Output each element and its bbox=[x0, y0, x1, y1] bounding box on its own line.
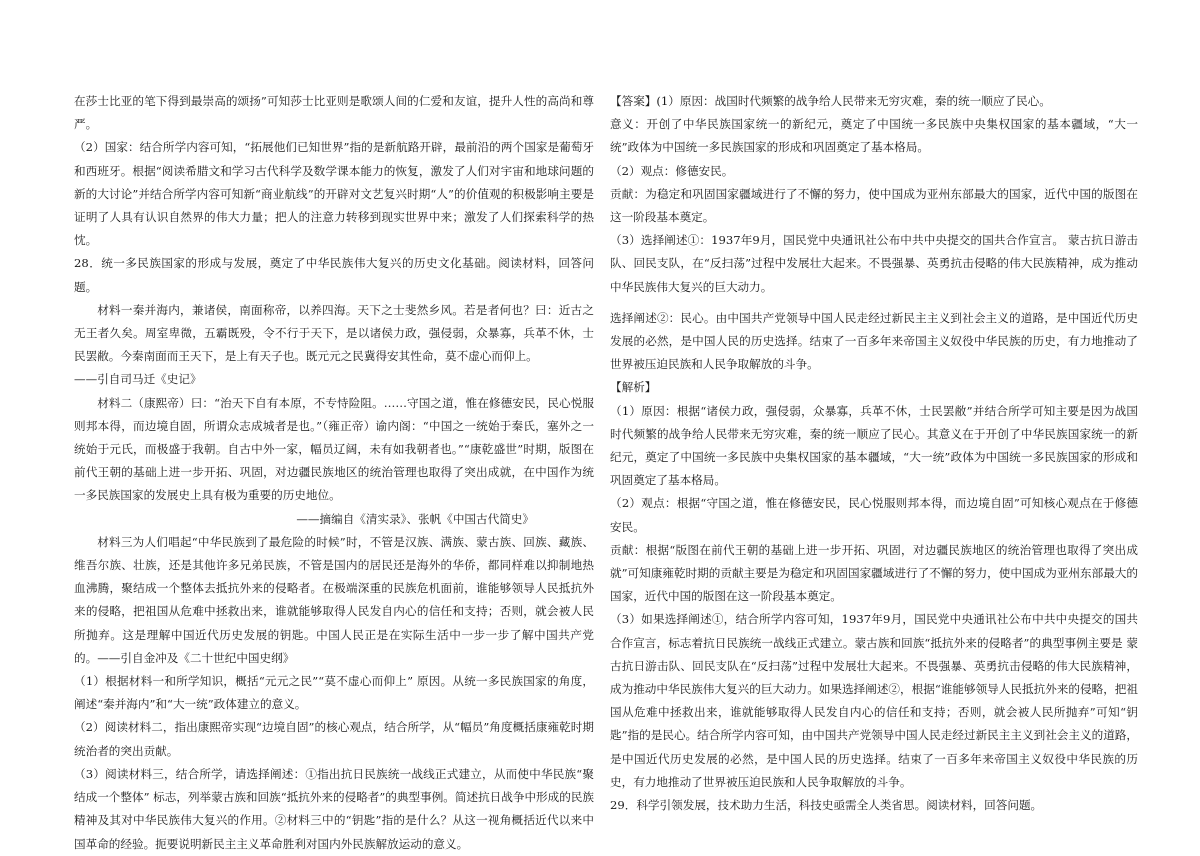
answer-2-contribution: 贡献：为稳定和巩固国家疆域进行了不懈的努力，使中国成为亚州东部最大的国家，近代中国的版图在这一阶段基本奠定。 bbox=[610, 186, 1138, 225]
material-three: 材料三为人们唱起“中华民族到了最危险的时候”时，不管是汉族、满族、蒙古族、回族、藏族、维吾尔族、壮族，还是其他许多兄弟民族，不管是国内的居民还是海外的华侨，都同样难以抑制地热血沸腾，聚结成一个整体去抵抗外来的侵略者。在极端深重的民族危机面前，谁能够领导人民抵抗外来的侵略，把祖国从危难中拯救出来，谁就能够取得人民发自内心的信任和支持；否则，就会被人民所抛弃。这是理解中国近代历史发展的钥匙。中国人民正是在实际生活中一步一步了解中国共产党的。——引自金冲及《二十世纪中国史纲》 bbox=[74, 534, 594, 665]
answer-1-significance: 意义：开创了中华民族国家统一的新纪元，奠定了中国统一多民族中央集权国家的基本疆域，“大一统”政体为中国统一多民族国家的形成和巩固奠定了基本格局。 bbox=[610, 117, 1138, 155]
analysis-1: （1）原因：根据“诸侯力政，强侵弱，众暴寡，兵革不休，士民罢敝”并结合所学可知主要是因为战国时代频繁的战争给人民带来无穷灾难，秦的统一顺应了民心。其意义在于开创了中华民族国家统一的新纪元，奠定了中国统一多民族中央集权国家的基本疆域，“大一统”政体为中国统一多民族国家的形成和巩固奠定了基本格局。 bbox=[610, 403, 1138, 488]
material-one: 材料一秦并海内，兼诸侯，南面称帝，以养四海。天下之士斐然乡风。若是者何也？曰：近古之无王者久矣。周室卑微，五霸既殁，令不行于天下，是以诸侯力政，强侵弱，众暴寡，兵革不休，士民罢敝。今秦南面而王天下，是上有天子也。既元元之民冀得安其性命，莫不虚心而仰上。 bbox=[74, 302, 594, 364]
material-two-source: ——摘编自《清实录》、张帆《中国古代简史》 bbox=[296, 511, 534, 526]
analysis-heading: 【解析】 bbox=[610, 380, 657, 395]
analysis-3: （3）如果选择阐述①，结合所学内容可知，1937年9月，国民党中央通讯社公布中共中央提交的国共合作宣言，标志着抗日民族统一战线正式建立。蒙古族和回族“抵抗外来的侵略者”的典型事例主要是 蒙古抗日游击队、回民支队在“反扫荡”过程中发展壮大起来。不畏强暴、英勇抗击侵略的伟大民族精神，成为推动中华民族伟大复兴的巨大动力。如果选择阐述②，根据“谁能够领导人民抵抗外来的侵略，把祖国从危难中拯救出来，谁就能够取得人民发自内心的信任和支持；否则，就会被人民所抛弃”可知“钥匙”指的是民心。结合所学内容可知，由中国共产党领导中国人民走经过新民主主义到社会主义的道路，是中国近代历史发展的必然，是中国人民的历史选择。结束了一百多年来帝国主义奴役中华民族的历史，有力地推动了世界被压迫民族和人民争取解放的斗争。 bbox=[610, 612, 1138, 789]
question-28-stem: 28．统一多民族国家的形成与发展，奠定了中华民族伟大复兴的历史文化基础。阅读材料，回答问题。 bbox=[74, 256, 594, 294]
right-column bbox=[610, 90, 1138, 817]
material-one-source: ——引自司马迁《史记》 bbox=[74, 372, 202, 387]
answer-3-option-2: 选择阐述②：民心。由中国共产党领导中国人民走经过新民主主义到社会主义的道路，是中国近代历史发展的必然，是中国人民的历史选择。结束了一百多年来帝国主义奴役中华民族的历史，有力地推动了世界被压迫民族和人民争取解放的斗争。 bbox=[610, 310, 1138, 372]
question-28-2: （2）阅读材料二，指出康熙帝实现“边境自固”的核心观点，结合所学，从“幅员”角度概括康雍乾时期统治者的突出贡献。 bbox=[74, 720, 594, 758]
question-28-3: （3）阅读材料三，结合所学，请选择阐述：①指出抗日民族统一战线正式建立，从而使中华民族“聚结成一个整体” 标志，列举蒙古族和回族“抵抗外来的侵略者”的典型事例。简述抗日战争中形成的民族精神及其对中华民族伟大复兴的作用。②材料三中的“钥匙”指的是什么？从这一视角概括近代以来中国革命的经验。扼要说明新民主主义革命胜利对国内外民族解放运动的意义。 bbox=[74, 766, 595, 851]
paragraph-country-answer: （2）国家：结合所学内容可知，“拓展他们已知世界”指的是新航路开辟，最前沿的两个国家是葡萄牙和西班牙。根据“阅读希腊文和学习古代科学及数学课本能力的恢复，激发了人们对宇宙和地球问题的新的大讨论”并结合所学内容可知新“商业航线”的开辟对文艺复兴时期“人”的价值观的积极影响主要是证明了人具有认识自然界的伟大力量；把人的注意力转移到现实世界中来；激发了人们探索科学的热忱。 bbox=[74, 140, 594, 248]
question-28-1: （1）根据材料一和所学知识，概括“元元之民”“莫不虚心而仰上” 原因。从统一多民族国家的角度，阐述“秦并海内”和“大一统”政体建立的意义。 bbox=[74, 674, 594, 712]
paragraph-renaissance-end: 在莎士比亚的笔下得到最崇高的颂扬”可知莎士比亚则是歌颂人间的仁爱和友谊，提升人性的高尚和尊严。 bbox=[74, 94, 594, 132]
material-two: 材料二（康熙帝）曰：“治天下自有本原，不专恃险阻。……守国之道，惟在修德安民，民心悦服则邦本得，而边境自固，所谓众志成城者是也。”（雍正帝）谕内阁：“中国之一统始于秦氏，塞外之一统始于元氏，而极盛于我朝。自古中外一家，幅员辽阔，未有如我朝者也。”“康乾盛世”时期，版图在前代王朝的基础上进一步开拓、巩固，对边疆民族地区的统治管理也取得了突出成就，在中国作为统一多民族国家的发展史上具有极为重要的历史地位。 bbox=[74, 395, 594, 503]
left-column bbox=[74, 90, 594, 856]
analysis-2-contribution: 贡献：根据“版图在前代王朝的基础上进一步开拓、巩固，对边疆民族地区的统治管理也取得了突出成就”可知康雍乾时期的贡献主要是为稳定和巩固国家疆域进行了不懈的努力，使中国成为亚州东部最大的国家，近代中国的版图在这一阶段基本奠定。 bbox=[610, 542, 1138, 604]
analysis-2-view: （2）观点：根据“守国之道，惟在修德安民，民心悦服则邦本得，而边境自固”可知核心观点在于修德安民。 bbox=[610, 496, 1138, 534]
answer-1-reason: 【答案】(1）原因：战国时代频繁的战争给人民带来无穷灾难，秦的统一顺应了民心。 bbox=[610, 94, 1051, 108]
answer-3-option-1: （3）选择阐述①：1937年9月，国民党中央通讯社公布中共中央提交的国共合作宣言。 蒙古抗日游击队、回民支队，在“反扫荡”过程中发展壮大起来。不畏强暴、英勇抗击侵略的伟大民族精神，成为推动中华民族伟大复兴的巨大动力。 bbox=[610, 233, 1138, 294]
answer-2-view: （2）观点：修德安民。 bbox=[610, 163, 734, 178]
question-29-stem: 29．科学引领发展，技术助力生活，科技史亟需全人类省思。阅读材料，回答问题。 bbox=[610, 798, 1043, 813]
